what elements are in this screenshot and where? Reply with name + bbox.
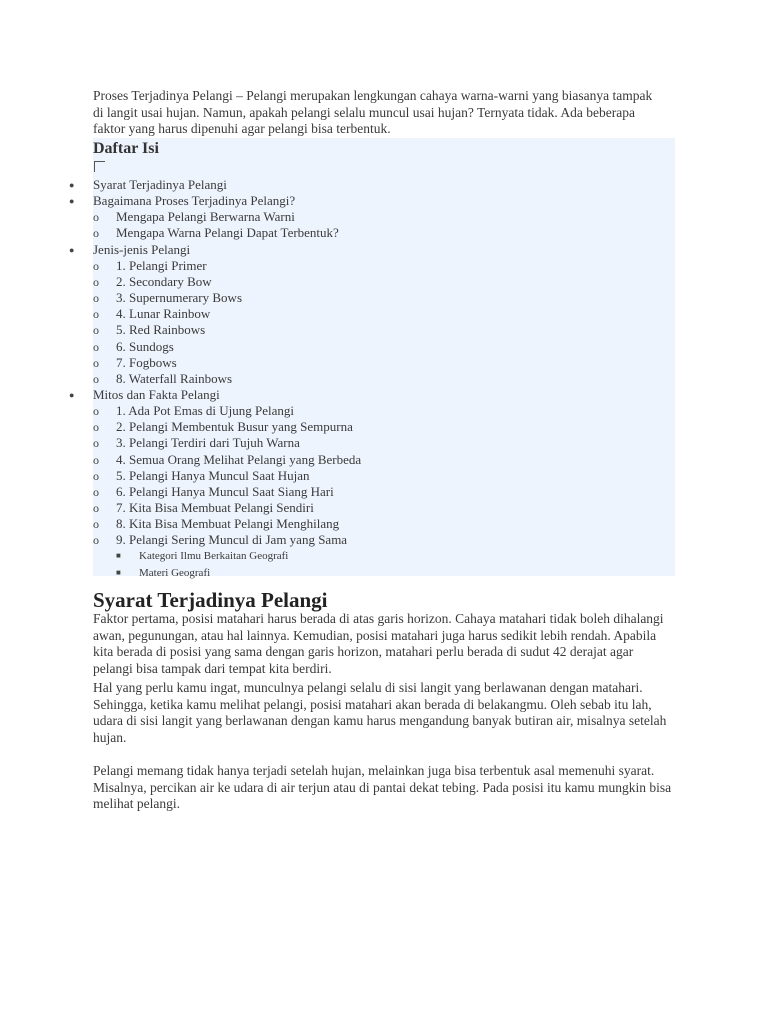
toc-item-label[interactable]: 6. Sundogs	[116, 338, 174, 354]
toc-marker: ●	[69, 389, 75, 400]
toc-marker: o	[93, 468, 99, 483]
toc-marker: o	[93, 258, 99, 273]
toc-marker: o	[93, 339, 99, 354]
toc-item[interactable]	[93, 225, 339, 241]
toc-marker: ■	[116, 567, 121, 577]
section-paragraph-2: Hal yang perlu kamu ingat, munculnya pelangi selalu di sisi langit yang berlawanan dengan matahari. Sehingga, ketika kamu melihat pelangi, posisi matahari akan berada di belakangmu. Oleh sebab itu lah, udara di sisi langit yang berlawanan dengan kamu harus mengandung banyak butiran air, misalnya setelah hujan.	[93, 680, 667, 745]
toc-item-label[interactable]: 8. Waterfall Rainbows	[116, 370, 233, 386]
toc-item[interactable]	[116, 565, 211, 581]
toc-marker: o	[93, 323, 99, 338]
toc-marker: o	[93, 274, 99, 289]
toc-marker: o	[93, 291, 99, 306]
toc-item[interactable]	[93, 516, 340, 532]
toc-item-label[interactable]: 1. Pelangi Primer	[116, 257, 207, 273]
toc-item[interactable]	[93, 483, 334, 500]
table-of-contents	[69, 138, 675, 579]
toc-item-label[interactable]: 5. Red Rainbows	[116, 322, 206, 338]
toc-marker: ●	[69, 244, 75, 255]
toc-item-label[interactable]: 4. Semua Orang Melihat Pelangi yang Berbeda	[116, 451, 362, 467]
toc-item-label[interactable]: Kategori Ilmu Berkaitan Geografi	[139, 550, 289, 563]
toc-item[interactable]	[93, 467, 310, 484]
toc-marker: o	[93, 307, 99, 322]
toc-marker: o	[93, 371, 99, 386]
toc-marker: o	[93, 436, 99, 451]
toc-item-label[interactable]: 8. Kita Bisa Membuat Pelangi Menghilang	[116, 516, 340, 532]
toc-item[interactable]	[93, 403, 295, 419]
toc-item[interactable]	[93, 306, 211, 322]
toc-item[interactable]	[93, 419, 353, 435]
toc-item-label[interactable]: Jenis-jenis Pelangi	[93, 241, 191, 257]
toc-toggle-icon[interactable]	[94, 161, 105, 172]
toc-item[interactable]	[69, 386, 220, 403]
toc-item[interactable]	[69, 241, 191, 258]
toc-item-label[interactable]: 4. Lunar Rainbow	[116, 306, 211, 322]
toc-item-label[interactable]: 7. Fogbows	[116, 354, 177, 370]
toc-item-label[interactable]: 7. Kita Bisa Membuat Pelangi Sendiri	[116, 500, 314, 515]
toc-item[interactable]	[93, 290, 243, 306]
toc-item[interactable]	[93, 338, 174, 355]
toc-item[interactable]	[93, 257, 207, 274]
toc-item[interactable]	[93, 500, 314, 516]
toc-marker: o	[93, 452, 99, 467]
toc-item-label[interactable]: Syarat Terjadinya Pelangi	[93, 177, 227, 192]
toc-item-label[interactable]: 9. Pelangi Sering Muncul di Jam yang Sama	[116, 532, 348, 548]
toc-item-label[interactable]: Mengapa Pelangi Berwarna Warni	[116, 209, 295, 225]
toc-marker: o	[93, 484, 99, 499]
toc-marker: o	[93, 404, 99, 419]
toc-marker: o	[93, 210, 99, 225]
toc-item[interactable]	[69, 193, 296, 209]
toc-marker: ●	[69, 196, 75, 207]
toc-item[interactable]	[116, 548, 289, 564]
toc-item[interactable]	[93, 451, 362, 468]
intro-paragraph: Proses Terjadinya Pelangi – Pelangi merupakan lengkungan cahaya warna-warni yang biasanya tampak di langit usai hujan. Namun, apakah pelangi selalu muncul usai hujan? Ternyata tidak. Ada beberapa faktor yang harus dipenuhi agar pelangi bisa terbentuk.	[93, 88, 653, 136]
toc-item[interactable]	[93, 354, 177, 371]
toc-marker: ■	[116, 551, 121, 561]
toc-marker: o	[93, 420, 99, 435]
toc-item[interactable]	[93, 370, 233, 387]
toc-marker: o	[93, 533, 99, 548]
toc-item[interactable]	[93, 209, 295, 225]
section-heading: Syarat Terjadinya Pelangi	[93, 588, 328, 612]
toc-item-label[interactable]: 5. Pelangi Hanya Muncul Saat Hujan	[116, 467, 310, 483]
toc-item[interactable]	[93, 532, 348, 548]
toc-item-label[interactable]: 2. Secondary Bow	[116, 273, 212, 289]
toc-marker: o	[93, 226, 99, 241]
toc-item[interactable]	[93, 322, 206, 338]
toc-item[interactable]	[93, 435, 300, 451]
section-paragraph-1: Faktor pertama, posisi matahari harus berada di atas garis horizon. Cahaya matahari tidak boleh dihalangi awan, pegunungan, atau hal lainnya. Kemudian, posisi matahari juga harus sedikit lebih rendah. Apabila kita berada di posisi yang sama dengan garis horizon, matahari perlu berada di sudut 42 derajat agar pelangi bisa tampak dari tempat kita berdiri.	[93, 611, 664, 676]
toc-marker: o	[93, 501, 99, 515]
toc-item-label[interactable]: 1. Ada Pot Emas di Ujung Pelangi	[116, 403, 295, 419]
toc-item-label[interactable]: Bagaimana Proses Terjadinya Pelangi?	[93, 193, 296, 209]
toc-marker: o	[93, 355, 99, 370]
toc-item-label[interactable]: 2. Pelangi Membentuk Busur yang Sempurna	[116, 419, 353, 435]
toc-title: Daftar Isi	[93, 140, 159, 157]
toc-item-label[interactable]: Mitos dan Fakta Pelangi	[93, 386, 220, 402]
toc-item-label[interactable]: 3. Supernumerary Bows	[116, 290, 243, 306]
toc-item[interactable]	[69, 177, 227, 193]
toc-marker: o	[93, 517, 99, 532]
toc-item-label[interactable]: Mengapa Warna Pelangi Dapat Terbentuk?	[116, 225, 339, 241]
section-paragraph-3: Pelangi memang tidak hanya terjadi setelah hujan, melainkan juga bisa terbentuk asal memenuhi syarat. Misalnya, percikan air ke udara di air terjun atau di pantai dekat tebing. Pada posisi itu kamu mungkin bisa melihat pelangi.	[93, 763, 672, 811]
toc-marker: ●	[69, 180, 75, 190]
toc-item-label[interactable]: Materi Geografi	[139, 566, 211, 579]
toc-item-label[interactable]: 6. Pelangi Hanya Muncul Saat Siang Hari	[116, 483, 334, 499]
toc-item-label[interactable]: 3. Pelangi Terdiri dari Tujuh Warna	[116, 435, 300, 451]
toc-item[interactable]	[93, 273, 212, 290]
